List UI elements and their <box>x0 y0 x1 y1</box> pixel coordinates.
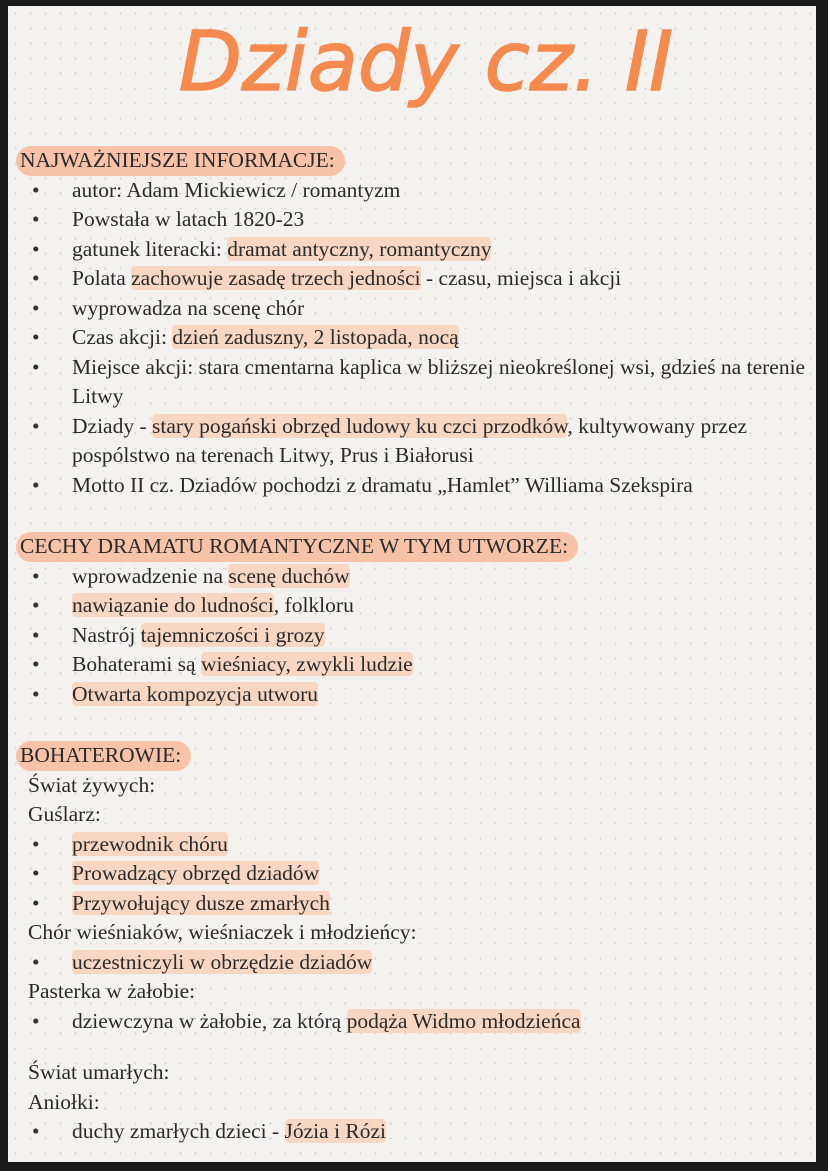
item-text-highlight: scenę duchów <box>228 563 350 588</box>
item-text-post: - czasu, miejsca i akcji <box>420 266 622 290</box>
angels-label: Aniołki: <box>28 1089 100 1114</box>
page-title <box>8 12 816 132</box>
item-text-highlight: dramat antyczny, romantyczny <box>227 236 492 261</box>
item-text-highlight: tajemniczości i grozy <box>140 622 325 647</box>
section-heading-heroes: BOHATEROWIE: <box>16 741 191 771</box>
section-info <box>20 146 808 500</box>
list-item <box>28 591 808 621</box>
list-item <box>28 1007 808 1037</box>
shepherd-list <box>28 1007 808 1037</box>
item-text-pre: Powstała w latach 1820-23 <box>72 207 305 231</box>
living-world-label: Świat żywych: <box>28 772 156 797</box>
list-item <box>28 650 808 680</box>
item-text-highlight: Józia i Rózi <box>284 1119 387 1143</box>
section-features <box>20 532 808 709</box>
item-text-pre: Miejsce akcji: stara cmentarna kaplica w bliższej nieokreślonej wsi, gdzieś na terenie Litwy <box>72 354 806 408</box>
item-text-highlight: podąża Widmo młodzieńca <box>346 1008 581 1033</box>
section-heading-info: NAJWAŻNIEJSZE INFORMACJE: <box>16 146 345 176</box>
handwritten-title <box>8 12 816 132</box>
item-text-pre: Dziady - <box>72 413 152 438</box>
list-item <box>28 830 808 860</box>
item-text-pre: dziewczyna w żałobie, za którą <box>72 1008 347 1033</box>
item-text-pre: Motto II cz. Dziadów pochodzi z dramatu „Hamlet” Williama Szekspira <box>72 472 693 497</box>
list-item <box>28 205 808 235</box>
section-heading-features: CECHY DRAMATU ROMANTYCZNE W TYM UTWORZE: <box>16 532 578 562</box>
item-text-pre: duchy zmarłych dzieci - <box>72 1119 285 1143</box>
list-item <box>28 621 808 651</box>
list-item <box>28 294 808 324</box>
item-text-post: , kultywowany przez pospólstwo na terenach Litwy, Prus i Białorusi <box>72 413 748 467</box>
list-item <box>28 1117 808 1147</box>
guslarz-label: Guślarz: <box>28 802 101 826</box>
list-item <box>28 323 808 353</box>
item-text-pre: Bohaterami są <box>72 652 201 676</box>
section-heroes <box>20 741 808 1147</box>
choir-label: Chór wieśniaków, wieśniaczek i młodzieńcy: <box>28 920 417 944</box>
item-text-pre: Czas akcji: <box>72 325 173 349</box>
list-item <box>28 471 808 501</box>
choir-list <box>28 948 808 978</box>
item-text-highlight: stary pogański obrzęd ludowy ku czci przodków <box>152 413 568 438</box>
item-text-pre: Polata <box>72 266 132 290</box>
list-item <box>28 889 808 919</box>
list-item <box>28 948 808 978</box>
item-text-highlight: zachowuje zasadę trzech jedności <box>131 266 421 290</box>
item-text-highlight: wieśniacy, zwykli ludzie <box>200 652 413 676</box>
item-text-highlight: przewodnik chóru <box>72 831 228 856</box>
item-text-highlight: Prowadzący obrzęd dziadów <box>72 861 320 885</box>
list-item <box>28 353 808 412</box>
title-text: Dziady cz. II <box>178 15 674 110</box>
list-item <box>28 859 808 889</box>
list-item <box>28 176 808 206</box>
guslarz-list <box>28 830 808 919</box>
info-list <box>28 176 808 501</box>
item-text-pre: Nastrój <box>72 622 141 647</box>
item-text-highlight: uczestniczyli w obrzędzie dziadów <box>72 949 373 974</box>
angels-list <box>28 1117 808 1147</box>
dead-world-label: Świat umarłych: <box>28 1060 170 1084</box>
list-item <box>28 562 808 592</box>
list-item <box>28 264 808 294</box>
item-text-pre: wprowadzenie na <box>72 563 229 588</box>
item-text-highlight: nawiązanie do ludności <box>72 593 274 617</box>
notes-page <box>8 6 816 1162</box>
item-text-pre: autor: Adam Mickiewicz / romantyzm <box>72 177 401 202</box>
shepherd-label: Pasterka w żałobie: <box>28 979 196 1003</box>
notes-content <box>20 146 808 1147</box>
list-item <box>28 680 808 710</box>
list-item <box>28 235 808 265</box>
item-text-highlight: Przywołujący dusze zmarłych <box>72 890 330 915</box>
item-text-pre: wyprowadza na scenę chór <box>72 295 305 320</box>
list-item <box>28 412 808 471</box>
item-text-highlight: dzień zaduszny, 2 listopada, nocą <box>172 325 459 349</box>
item-text-pre: gatunek literacki: <box>72 236 228 261</box>
item-text-highlight: Otwarta kompozycja utworu <box>72 681 318 706</box>
features-list <box>28 562 808 710</box>
item-text-post: , folkloru <box>273 593 354 617</box>
